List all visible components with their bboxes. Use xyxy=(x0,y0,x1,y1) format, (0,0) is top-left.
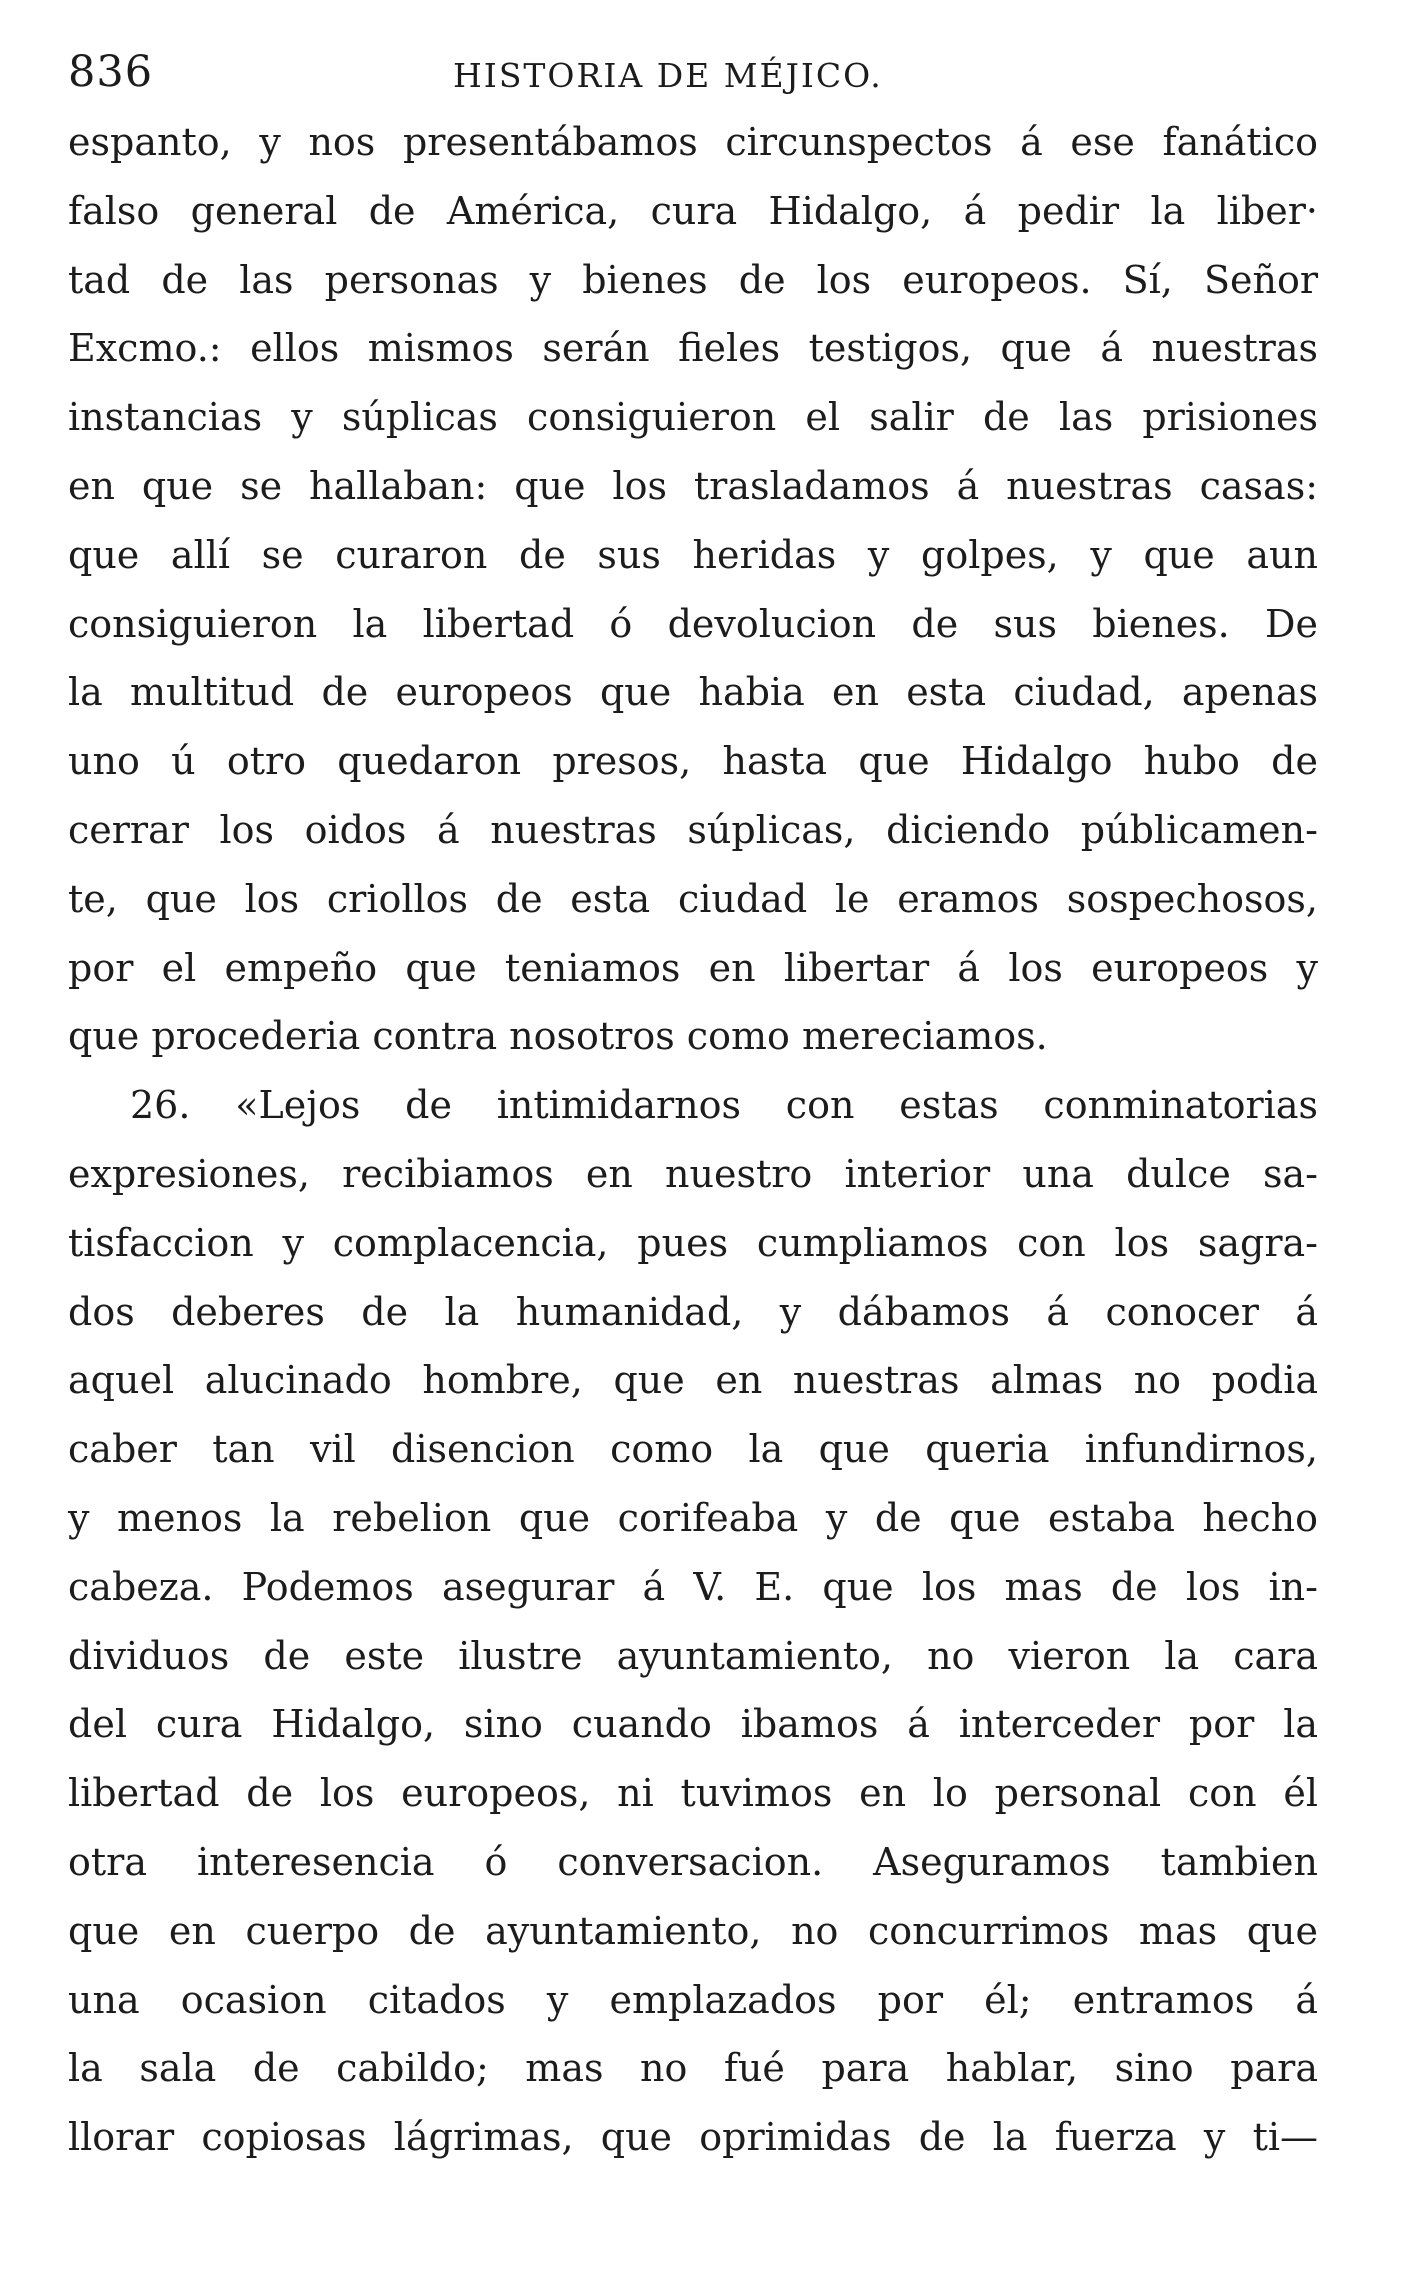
text-line: una ocasion citados y emplazados por él; entramos á xyxy=(68,1977,1318,2022)
text-line: consiguieron la libertad ó devolucion de sus bienes. De xyxy=(68,601,1318,646)
text-line: te, que los criollos de esta ciudad le eramos sospechosos, xyxy=(68,876,1318,921)
text-line: cabeza. Podemos asegurar á V. E. que los mas de los in- xyxy=(68,1564,1318,1609)
text-line: del cura Hidalgo, sino cuando ibamos á interceder por la xyxy=(68,1702,1318,1747)
text-line: libertad de los europeos, ni tuvimos en lo personal con él xyxy=(68,1771,1318,1816)
text-line: falso general de América, cura Hidalgo, á pedir la liber· xyxy=(68,188,1318,233)
text-line: dos deberes de la humanidad, y dábamos á conocer á xyxy=(68,1289,1318,1334)
book-page xyxy=(68,40,1318,2172)
page-header xyxy=(68,40,1318,104)
text-line: uno ú otro quedaron presos, hasta que Hidalgo hubo de xyxy=(68,739,1318,784)
paragraph-end-line: que procederia contra nosotros como mereciamos. xyxy=(68,1014,1048,1059)
text-line: la multitud de europeos que habia en esta ciudad, apenas xyxy=(68,670,1318,715)
text-line: espanto, y nos presentábamos circunspectos á ese fanático xyxy=(68,120,1318,164)
text-line: Excmo.: ellos mismos serán fieles testigos, que á nuestras xyxy=(68,326,1318,371)
text-line: y menos la rebelion que corifeaba y de que estaba hecho xyxy=(68,1495,1318,1540)
text-line: tisfaccion y complacencia, pues cumpliamos con los sagra- xyxy=(68,1220,1318,1265)
text-line: llorar copiosas lágrimas, que oprimidas de la fuerza y ti— xyxy=(68,2115,1318,2160)
text-line: que allí se curaron de sus heridas y golpes, y que aun xyxy=(68,532,1318,577)
text-line: aquel alucinado hombre, que en nuestras almas no podia xyxy=(68,1358,1318,1403)
text-line: instancias y súplicas consiguieron el salir de las prisiones xyxy=(68,395,1318,440)
text-line: expresiones, recibiamos en nuestro interior una dulce sa- xyxy=(68,1151,1318,1196)
text-line: en que se hallaban: que los trasladamos á nuestras casas: xyxy=(68,463,1318,508)
text-line: cerrar los oidos á nuestras súplicas, diciendo públicamen- xyxy=(68,807,1318,852)
text-line: que en cuerpo de ayuntamiento, no concurrimos mas que xyxy=(68,1908,1318,1953)
text-line: tad de las personas y bienes de los europeos. Sí, Señor xyxy=(68,257,1318,302)
text-line: dividuos de este ilustre ayuntamiento, no vieron la cara xyxy=(68,1633,1318,1678)
text-line: por el empeño que teniamos en libertar á los europeos y xyxy=(68,945,1318,990)
paragraph-start-line: 26. «Lejos de intimidarnos con estas conminatorias xyxy=(130,1083,1318,1128)
text-line: la sala de cabildo; mas no fué para hablar, sino para xyxy=(68,2046,1318,2091)
running-title: HISTORIA DE MÉJICO. xyxy=(453,56,883,95)
text-line: otra interesencia ó conversacion. Aseguramos tambien xyxy=(68,1839,1318,1884)
text-line: caber tan vil disencion como la que queria infundirnos, xyxy=(68,1427,1318,1472)
page-number: 836 xyxy=(68,47,154,97)
body-text xyxy=(68,108,1318,2172)
